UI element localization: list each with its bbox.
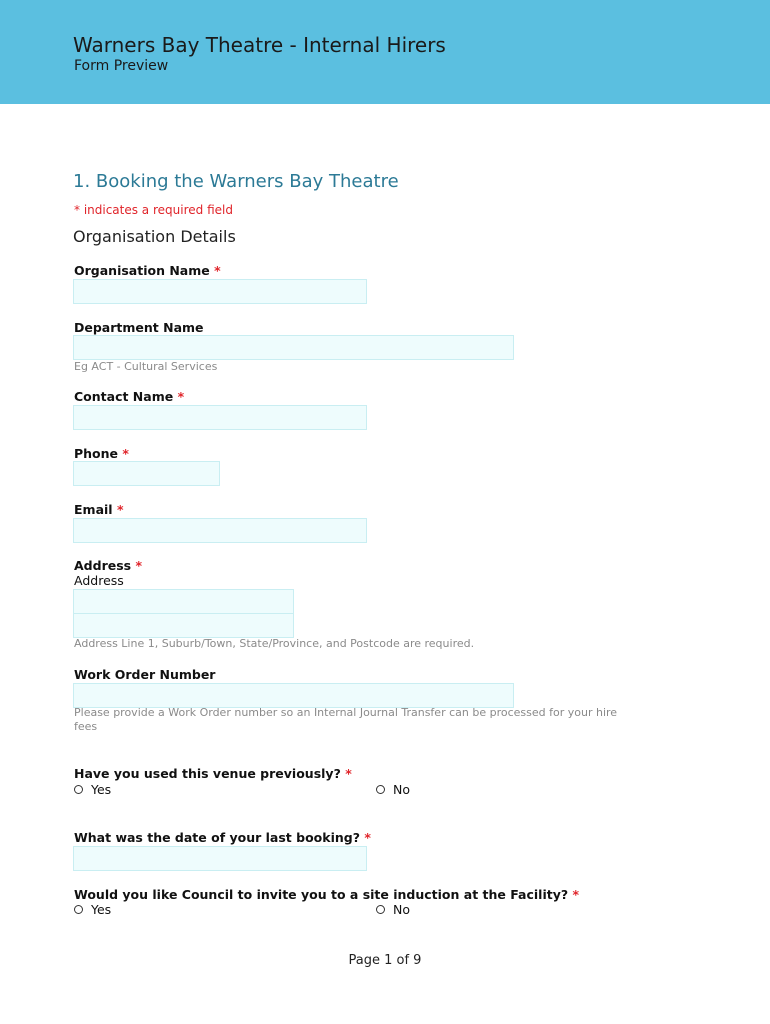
used-previously-yes-label: Yes (91, 782, 112, 797)
radio-no-icon[interactable] (376, 905, 385, 914)
radio-yes-icon[interactable] (74, 905, 83, 914)
site-induction-label: Would you like Council to invite you to a site induction at the Facility? * (74, 887, 580, 902)
used-previously-no-option[interactable] (376, 782, 410, 797)
phone-input[interactable] (73, 461, 220, 486)
work-order-input[interactable] (73, 683, 514, 708)
department-name-input[interactable] (73, 335, 514, 360)
address-sublabel: Address (74, 573, 124, 588)
radio-yes-icon[interactable] (74, 785, 83, 794)
page-number: Page 1 of 9 (348, 953, 422, 968)
used-previously-yes-option[interactable] (74, 782, 111, 797)
site-induction-no-label: No (393, 902, 410, 917)
contact-name-input[interactable] (73, 405, 367, 430)
site-induction-no-option[interactable] (376, 902, 410, 917)
work-order-label: Work Order Number (74, 667, 216, 682)
address-label: Address * (74, 558, 142, 573)
organisation-name-input[interactable] (73, 279, 367, 304)
organisation-details-heading: Organisation Details (73, 227, 236, 246)
department-name-help: Eg ACT - Cultural Services (74, 360, 218, 373)
address-line1-input[interactable] (73, 589, 294, 614)
address-help: Address Line 1, Suburb/Town, State/Province, and Postcode are required. (74, 637, 475, 650)
phone-label: Phone * (74, 446, 129, 461)
section-title: 1. Booking the Warners Bay Theatre (73, 171, 399, 192)
organisation-name-label: Organisation Name * (74, 263, 221, 278)
site-induction-yes-option[interactable] (74, 902, 111, 917)
email-label: Email * (74, 502, 124, 517)
email-input[interactable] (73, 518, 367, 543)
last-booking-date-input[interactable] (73, 846, 367, 871)
address-line2-input[interactable] (73, 613, 294, 638)
header-banner (0, 0, 770, 104)
site-induction-yes-label: Yes (91, 902, 112, 917)
form-title: Warners Bay Theatre - Internal Hirers (73, 33, 446, 57)
contact-name-label: Contact Name * (74, 389, 185, 404)
used-previously-label: Have you used this venue previously? * (74, 766, 352, 781)
form-subtitle: Form Preview (74, 58, 169, 74)
department-name-label: Department Name (74, 320, 204, 335)
radio-no-icon[interactable] (376, 785, 385, 794)
work-order-help-line1: Please provide a Work Order number so an Internal Journal Transfer can be processed for your hire (74, 706, 618, 719)
required-field-note: * indicates a required field (74, 203, 233, 217)
last-booking-date-label: What was the date of your last booking? * (74, 830, 371, 845)
used-previously-no-label: No (393, 782, 410, 797)
work-order-help-line2: fees (74, 720, 98, 733)
